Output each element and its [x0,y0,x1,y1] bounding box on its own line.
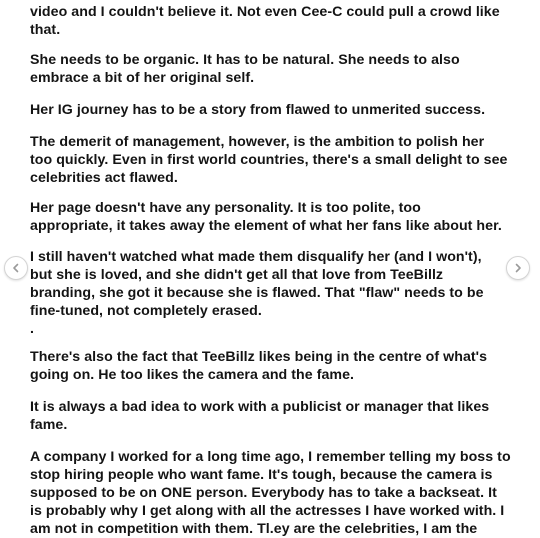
chevron-right-icon [513,263,523,273]
paragraph-1: video and I couldn't believe it. Not even Cee-C could pull a crowd like that. [30,4,500,38]
paragraph-3: Her IG journey has to be a story from flawed to unmerited success. [30,102,486,118]
paragraph-6: I still haven't watched what made them disqualify her (and I won't), but she is loved, and she didn't get all that love from TeeBillz branding, she got it because she is flawed. That "flaw" needs to be fine-tuned, not completely erased. . [30,249,484,337]
paragraph-7: There's also the fact that TeeBillz likes being in the centre of what's going on. He too likes the camera and the fame. [30,349,488,383]
paragraph-4: The demerit of management, however, is the ambition to polish her too quickly. Even in first world countries, there's a small delight to see celebrities act flawed. [30,134,508,186]
paragraph-2: She needs to be organic. It has to be natural. She needs to also embrace a bit of her original self. [30,52,460,86]
paragraph-8: It is always a bad idea to work with a publicist or manager that likes fame. [30,399,490,433]
carousel-previous-button[interactable] [4,256,28,280]
carousel-next-button[interactable] [506,256,530,280]
paragraph-5: Her page doesn't have any personality. It is too polite, too appropriate, it takes away the element of what her fans like about her. [30,200,502,234]
chevron-left-icon [11,263,21,273]
paragraph-9: A company I worked for a long time ago, I remember telling my boss to stop hiring people who want fame. It's tough, because the camera is supposed to be on ONE person. Everybody has to take a backseat. It is probably why I get along with all the actresses I have worked with. I am not in competition with them. Tl.ey are the celebrities, I am the [30,449,511,537]
